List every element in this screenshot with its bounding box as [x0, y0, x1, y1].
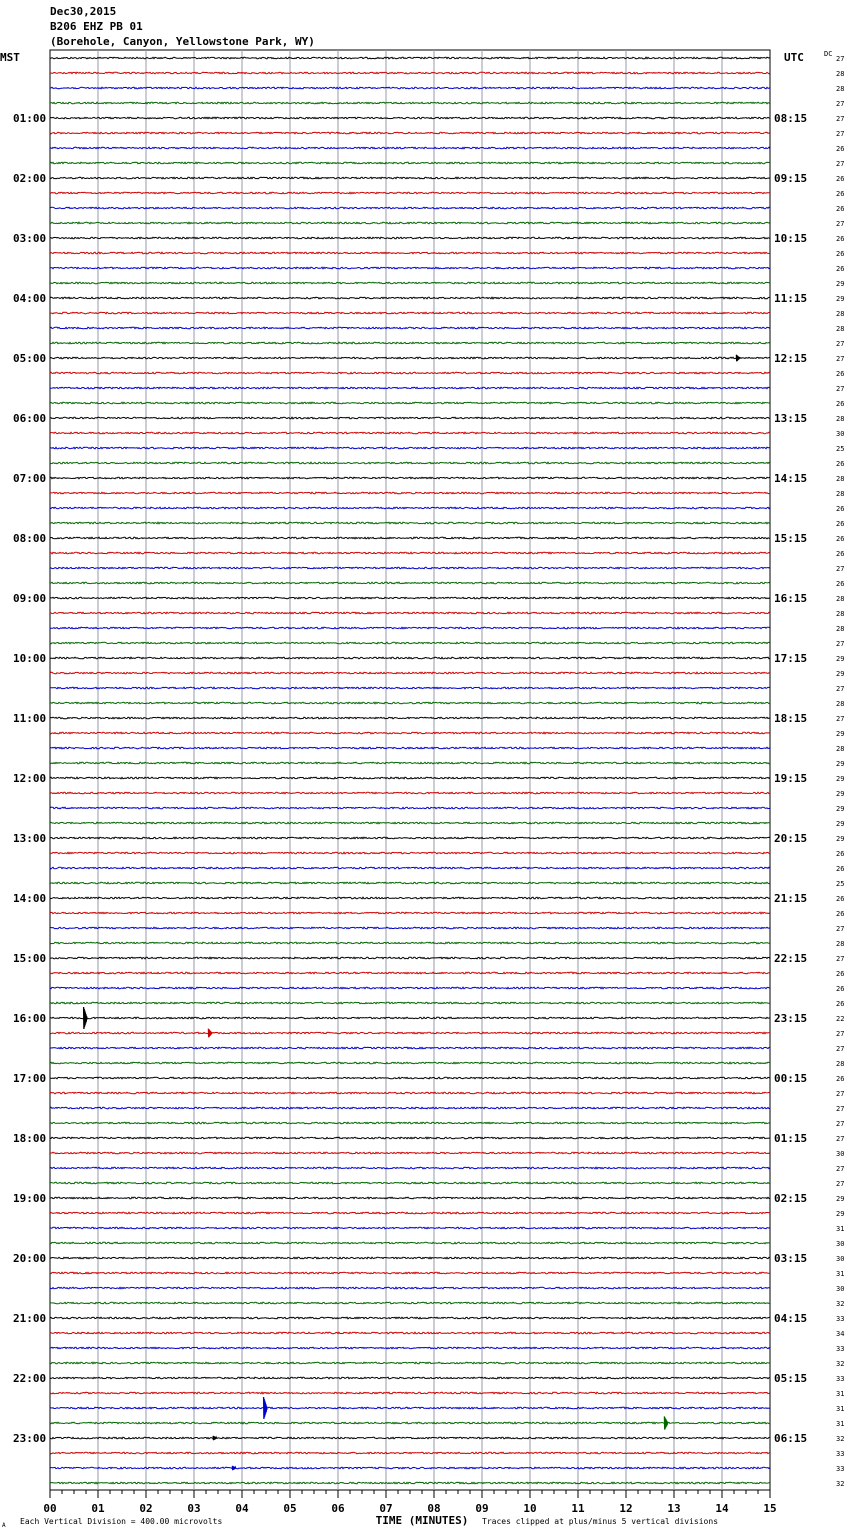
hour-label-right: 15:15: [774, 532, 808, 545]
trace-row: [50, 1407, 770, 1409]
trace-row: [50, 852, 770, 854]
hour-label-left: 23:00: [13, 1432, 47, 1445]
trace-row: [50, 1182, 770, 1184]
dc-value: 29: [836, 760, 845, 768]
trace-row: [50, 732, 770, 734]
dc-value: 28: [836, 490, 845, 498]
trace-row: [50, 447, 770, 449]
trace-row: [50, 1017, 770, 1019]
hour-label-right: 17:15: [774, 652, 808, 665]
dc-value: 26: [836, 250, 845, 258]
dc-value: 28: [836, 310, 845, 318]
trace-row: [50, 57, 770, 59]
trace-row: [50, 687, 770, 689]
trace-row: [50, 627, 770, 629]
hour-label-right: 09:15: [774, 172, 808, 185]
dc-value: 33: [836, 1450, 845, 1458]
trace-row: [50, 417, 770, 419]
trace-row: [50, 537, 770, 539]
dc-value: 22: [836, 1015, 845, 1023]
hour-label-left: 10:00: [13, 652, 47, 665]
trace-row: [50, 672, 770, 674]
x-tick-label: 11: [571, 1502, 585, 1515]
trace-row: [50, 1317, 770, 1319]
scale-note: Each Vertical Division = 400.00 microvolts: [20, 1517, 223, 1526]
trace-row: [50, 882, 770, 884]
dc-value: 27: [836, 715, 845, 723]
trace-row: [50, 477, 770, 479]
dc-value: 33: [836, 1465, 845, 1473]
trace-row: [50, 1032, 770, 1034]
trace-row: [50, 912, 770, 914]
dc-value: 30: [836, 1240, 845, 1248]
dc-value: 32: [836, 1480, 845, 1488]
dc-value: 29: [836, 670, 845, 678]
dc-value: 28: [836, 745, 845, 753]
dc-value: 29: [836, 790, 845, 798]
seismic-event: [232, 1466, 235, 1470]
trace-row: [50, 987, 770, 989]
hour-label-left: 01:00: [13, 112, 47, 125]
dc-value: 29: [836, 295, 845, 303]
dc-value: 26: [836, 910, 845, 918]
x-tick-label: 00: [43, 1502, 57, 1515]
trace-row: [50, 597, 770, 599]
dc-value: 25: [836, 880, 845, 888]
trace-row: [50, 1077, 770, 1079]
seismic-event: [664, 1416, 667, 1429]
dc-value: 33: [836, 1315, 845, 1323]
dc-value: 31: [836, 1420, 845, 1428]
corner-mark: A: [2, 1522, 6, 1529]
dc-value: 28: [836, 700, 845, 708]
trace-row: [50, 192, 770, 194]
x-tick-label: 07: [379, 1502, 393, 1515]
trace-row: [50, 1167, 770, 1169]
trace-row: [50, 1377, 770, 1379]
dc-value: 29: [836, 1195, 845, 1203]
dc-value: 27: [836, 160, 845, 168]
trace-row: [50, 927, 770, 929]
trace-row: [50, 207, 770, 209]
dc-value: 26: [836, 520, 845, 528]
hour-label-right: 18:15: [774, 712, 808, 725]
dc-value: 27: [836, 115, 845, 123]
trace-row: [50, 1002, 770, 1004]
dc-value: 29: [836, 1210, 845, 1218]
trace-row: [50, 1347, 770, 1349]
hour-label-right: 12:15: [774, 352, 808, 365]
trace-row: [50, 747, 770, 749]
dc-value: 29: [836, 280, 845, 288]
trace-row: [50, 1122, 770, 1124]
trace-row: [50, 1287, 770, 1289]
dc-value: 26: [836, 550, 845, 558]
trace-row: [50, 717, 770, 719]
trace-row: [50, 1302, 770, 1304]
trace-row: [50, 342, 770, 344]
dc-value: 31: [836, 1225, 845, 1233]
dc-value: 27: [836, 220, 845, 228]
dc-value: 28: [836, 70, 845, 78]
dc-value: 26: [836, 1000, 845, 1008]
dc-value: 27: [836, 1120, 845, 1128]
trace-row: [50, 1362, 770, 1364]
trace-row: [50, 252, 770, 254]
trace-row: [50, 552, 770, 554]
trace-row: [50, 1257, 770, 1259]
hour-label-left: 20:00: [13, 1252, 47, 1265]
dc-value: 26: [836, 535, 845, 543]
dc-value: 26: [836, 370, 845, 378]
trace-row: [50, 177, 770, 179]
hour-label-left: 22:00: [13, 1372, 47, 1385]
dc-value: 26: [836, 205, 845, 213]
hour-label-left: 03:00: [13, 232, 47, 245]
dc-value: 27: [836, 1045, 845, 1053]
trace-row: [50, 762, 770, 764]
trace-row: [50, 312, 770, 314]
hour-label-left: 05:00: [13, 352, 47, 365]
dc-value: 28: [836, 595, 845, 603]
x-tick-label: 05: [283, 1502, 297, 1515]
hour-label-right: 13:15: [774, 412, 808, 425]
trace-row: [50, 522, 770, 524]
dc-value: 28: [836, 940, 845, 948]
dc-value: 28: [836, 1060, 845, 1068]
left-timezone-label: MST: [0, 51, 20, 64]
x-tick-label: 02: [139, 1502, 153, 1515]
seismic-event: [84, 1007, 87, 1029]
trace-row: [50, 642, 770, 644]
trace-row: [50, 792, 770, 794]
dc-value: 26: [836, 235, 845, 243]
dc-value: 30: [836, 1285, 845, 1293]
dc-value: 27: [836, 385, 845, 393]
dc-value: 27: [836, 100, 845, 108]
dc-value: 26: [836, 505, 845, 513]
seismic-event: [264, 1397, 267, 1419]
hour-label-right: 02:15: [774, 1192, 808, 1205]
hour-label-left: 12:00: [13, 772, 47, 785]
dc-value: 28: [836, 475, 845, 483]
x-tick-label: 01: [91, 1502, 105, 1515]
hour-label-right: 04:15: [774, 1312, 808, 1325]
trace-row: [50, 282, 770, 284]
hour-label-left: 06:00: [13, 412, 47, 425]
hour-label-left: 16:00: [13, 1012, 47, 1025]
trace-row: [50, 297, 770, 299]
dc-value: 25: [836, 445, 845, 453]
trace-row: [50, 1137, 770, 1139]
dc-label: DC: [824, 50, 833, 58]
dc-value: 31: [836, 1270, 845, 1278]
dc-value: 28: [836, 415, 845, 423]
trace-row: [50, 147, 770, 149]
trace-row: [50, 1062, 770, 1064]
dc-value: 27: [836, 1105, 845, 1113]
trace-row: [50, 957, 770, 959]
dc-value: 28: [836, 325, 845, 333]
trace-row: [50, 1197, 770, 1199]
dc-value: 26: [836, 175, 845, 183]
trace-row: [50, 432, 770, 434]
trace-row: [50, 1272, 770, 1274]
trace-row: [50, 1332, 770, 1334]
hour-label-left: 21:00: [13, 1312, 47, 1325]
seismic-event: [213, 1436, 216, 1440]
x-tick-label: 09: [475, 1502, 489, 1515]
dc-value: 26: [836, 865, 845, 873]
trace-row: [50, 1392, 770, 1394]
trace-row: [50, 1467, 770, 1469]
dc-value: 30: [836, 430, 845, 438]
trace-row: [50, 972, 770, 974]
hour-label-left: 14:00: [13, 892, 47, 905]
hour-label-left: 04:00: [13, 292, 47, 305]
dc-value: 32: [836, 1360, 845, 1368]
trace-row: [50, 162, 770, 164]
dc-value: 28: [836, 610, 845, 618]
dc-value: 27: [836, 955, 845, 963]
hour-label-right: 22:15: [774, 952, 808, 965]
dc-value: 27: [836, 1180, 845, 1188]
trace-row: [50, 372, 770, 374]
x-tick-label: 12: [619, 1502, 633, 1515]
dc-value: 26: [836, 1075, 845, 1083]
dc-value: 27: [836, 925, 845, 933]
trace-row: [50, 402, 770, 404]
clip-note: Traces clipped at plus/minus 5 vertical divisions: [482, 1517, 719, 1526]
hour-label-right: 01:15: [774, 1132, 808, 1145]
trace-row: [50, 1152, 770, 1154]
hour-label-right: 00:15: [774, 1072, 808, 1085]
hour-label-right: 23:15: [774, 1012, 808, 1025]
dc-value: 30: [836, 1150, 845, 1158]
trace-row: [50, 492, 770, 494]
trace-row: [50, 702, 770, 704]
trace-row: [50, 387, 770, 389]
dc-value: 27: [836, 685, 845, 693]
trace-row: [50, 1047, 770, 1049]
trace-row: [50, 1422, 770, 1424]
dc-value: 29: [836, 655, 845, 663]
dc-value: 26: [836, 460, 845, 468]
trace-row: [50, 897, 770, 899]
trace-row: [50, 1212, 770, 1214]
dc-value: 26: [836, 190, 845, 198]
hour-label-right: 16:15: [774, 592, 808, 605]
trace-row: [50, 807, 770, 809]
hour-label-left: 08:00: [13, 532, 47, 545]
dc-value: 29: [836, 820, 845, 828]
dc-value: 26: [836, 895, 845, 903]
trace-row: [50, 837, 770, 839]
right-timezone-label: UTC: [784, 51, 804, 64]
hour-label-left: 07:00: [13, 472, 47, 485]
trace-row: [50, 222, 770, 224]
hour-label-left: 13:00: [13, 832, 47, 845]
trace-row: [50, 777, 770, 779]
hour-label-right: 10:15: [774, 232, 808, 245]
trace-row: [50, 1242, 770, 1244]
trace-row: [50, 657, 770, 659]
trace-row: [50, 1227, 770, 1229]
x-tick-label: 03: [187, 1502, 201, 1515]
hour-label-left: 15:00: [13, 952, 47, 965]
header-date: Dec30,2015: [50, 5, 117, 18]
hour-label-right: 11:15: [774, 292, 808, 305]
trace-row: [50, 867, 770, 869]
dc-value: 32: [836, 1435, 845, 1443]
trace-row: [50, 567, 770, 569]
trace-row: [50, 267, 770, 269]
seismic-event: [736, 355, 739, 362]
x-tick-label: 04: [235, 1502, 249, 1515]
dc-value: 28: [836, 625, 845, 633]
trace-row: [50, 1452, 770, 1454]
hour-label-left: 17:00: [13, 1072, 47, 1085]
trace-row: [50, 1437, 770, 1439]
hour-label-left: 02:00: [13, 172, 47, 185]
trace-row: [50, 357, 770, 359]
dc-value: 26: [836, 400, 845, 408]
trace-row: [50, 1107, 770, 1109]
dc-value: 33: [836, 1345, 845, 1353]
x-tick-label: 14: [715, 1502, 729, 1515]
trace-row: [50, 237, 770, 239]
dc-value: 31: [836, 1405, 845, 1413]
hour-label-right: 03:15: [774, 1252, 808, 1265]
trace-row: [50, 582, 770, 584]
trace-row: [50, 1092, 770, 1094]
dc-value: 27: [836, 130, 845, 138]
dc-value: 34: [836, 1330, 845, 1338]
dc-value: 28: [836, 85, 845, 93]
dc-value: 29: [836, 775, 845, 783]
dc-value: 27: [836, 1165, 845, 1173]
dc-value: 29: [836, 835, 845, 843]
hour-label-left: 19:00: [13, 1192, 47, 1205]
dc-value: 26: [836, 970, 845, 978]
dc-value: 26: [836, 145, 845, 153]
hour-label-right: 05:15: [774, 1372, 808, 1385]
trace-row: [50, 942, 770, 944]
dc-value: 31: [836, 1390, 845, 1398]
trace-row: [50, 822, 770, 824]
header-station: B206 EHZ PB 01: [50, 20, 143, 33]
dc-value: 26: [836, 580, 845, 588]
trace-row: [50, 1482, 770, 1484]
hour-label-right: 19:15: [774, 772, 808, 785]
trace-row: [50, 132, 770, 134]
seismic-event: [208, 1029, 211, 1038]
hour-label-right: 06:15: [774, 1432, 808, 1445]
dc-value: 27: [836, 1135, 845, 1143]
hour-label-left: 18:00: [13, 1132, 47, 1145]
dc-value: 27: [836, 640, 845, 648]
x-tick-label: 13: [667, 1502, 681, 1515]
header-location: (Borehole, Canyon, Yellowstone Park, WY): [50, 35, 315, 48]
hour-label-left: 09:00: [13, 592, 47, 605]
dc-value: 32: [836, 1300, 845, 1308]
dc-value: 29: [836, 805, 845, 813]
hour-label-right: 08:15: [774, 112, 808, 125]
trace-row: [50, 87, 770, 89]
x-tick-label: 06: [331, 1502, 345, 1515]
trace-row: [50, 102, 770, 104]
dc-value: 27: [836, 565, 845, 573]
x-tick-label: 08: [427, 1502, 441, 1515]
dc-value: 27: [836, 1030, 845, 1038]
dc-value: 27: [836, 55, 845, 63]
dc-value: 26: [836, 850, 845, 858]
trace-row: [50, 462, 770, 464]
hour-label-right: 20:15: [774, 832, 808, 845]
dc-value: 27: [836, 340, 845, 348]
dc-value: 30: [836, 1255, 845, 1263]
trace-row: [50, 612, 770, 614]
hour-label-right: 14:15: [774, 472, 808, 485]
dc-value: 27: [836, 355, 845, 363]
x-axis-title: TIME (MINUTES): [375, 1514, 469, 1527]
trace-row: [50, 507, 770, 509]
dc-value: 27: [836, 1090, 845, 1098]
dc-value: 26: [836, 985, 845, 993]
trace-row: [50, 72, 770, 74]
dc-value: 26: [836, 265, 845, 273]
hour-label-right: 21:15: [774, 892, 808, 905]
x-tick-label: 15: [763, 1502, 777, 1515]
trace-row: [50, 327, 770, 329]
dc-value: 29: [836, 730, 845, 738]
x-tick-label: 10: [523, 1502, 537, 1515]
trace-row: [50, 117, 770, 119]
dc-value: 33: [836, 1375, 845, 1383]
hour-label-left: 11:00: [13, 712, 47, 725]
